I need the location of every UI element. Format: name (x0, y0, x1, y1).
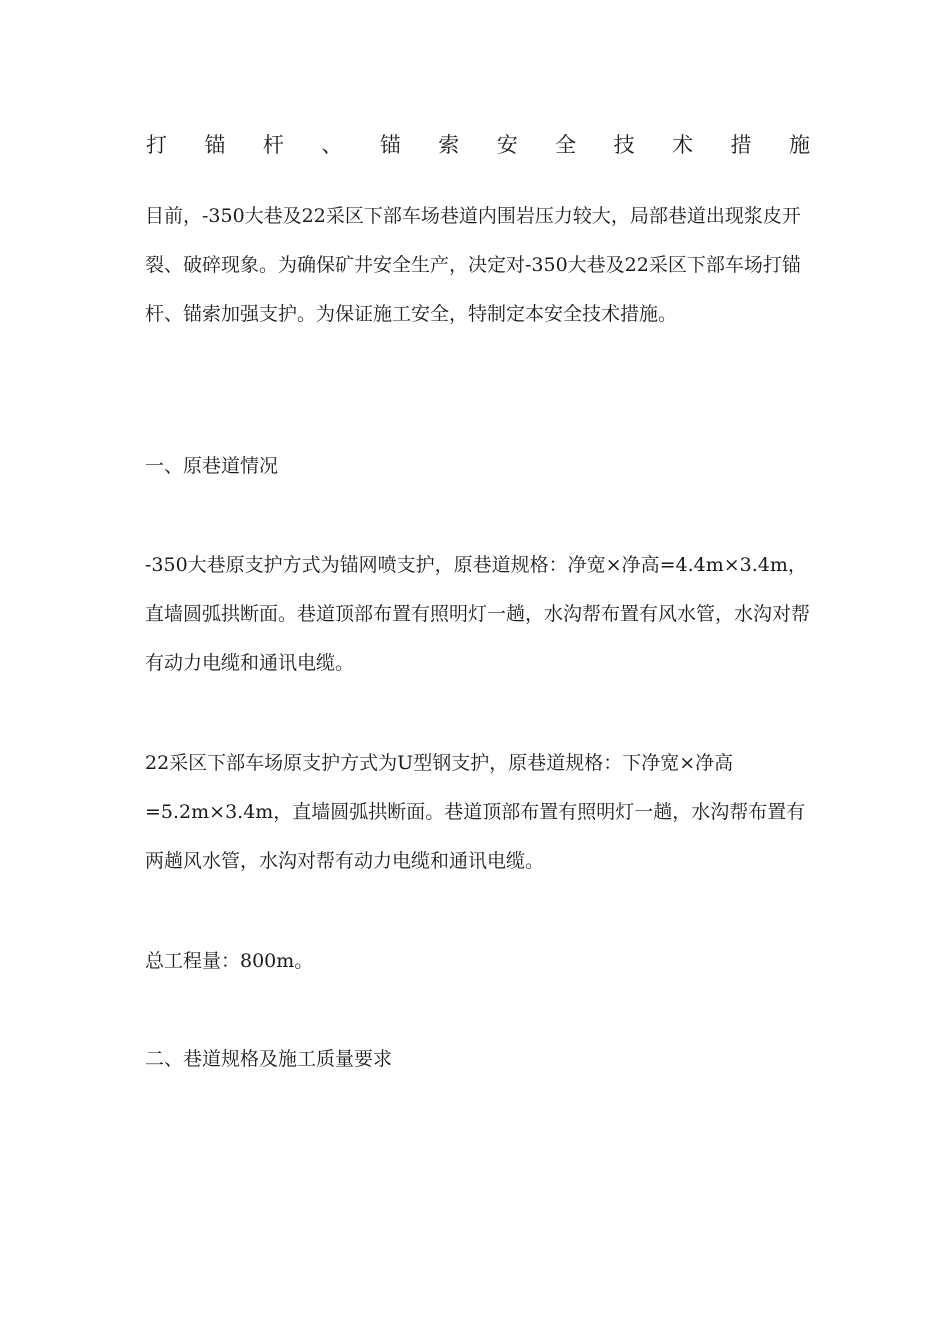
section-heading-roadway-specs: 二、巷道规格及施工质量要求 (145, 1048, 393, 1070)
title-char: 全 (555, 133, 577, 157)
title-char: 安 (496, 133, 518, 157)
intro-paragraph: 目前，-350大巷及22采区下部车场巷道内围岩压力较大，局部巷道出现浆皮开裂、破碎现象。为确保矿井安全生产，决定对-350大巷及22采区下部车场打锚杆、锚索加强支护。为保证施工安全，特制定本安全技术措施。 (145, 205, 801, 325)
title-char: 锚 (379, 133, 401, 157)
title-char: 措 (730, 133, 752, 157)
section-heading-original-roadway: 一、原巷道情况 (145, 455, 279, 477)
total-work-quantity: 总工程量：800m。 (145, 950, 314, 972)
title-char: 索 (438, 133, 460, 157)
title-char: 锚 (204, 133, 226, 157)
paragraph-22-district-yard: 22采区下部车场原支护方式为U型钢支护，原巷道规格：下净宽×净高=5.2m×3.4m，直墙圆弧拱断面。巷道顶部布置有照明灯一趟，水沟帮布置有两趟风水管，水沟对帮有动力电缆和通讯电缆。 (145, 752, 806, 872)
title-char: 技 (613, 133, 635, 157)
title-char: 杆 (262, 133, 284, 157)
title-char: 打 (146, 133, 167, 157)
title-char: 施 (788, 133, 810, 157)
title-char: 术 (672, 133, 694, 157)
paragraph-350-roadway: -350大巷原支护方式为锚网喷支护，原巷道规格：净宽×净高=4.4m×3.4m，直墙圆弧拱断面。巷道顶部布置有照明灯一趟，水沟帮布置有风水管，水沟对帮有动力电缆和通讯电缆。 (145, 554, 811, 674)
title-char: 、 (321, 133, 343, 157)
document-title (146, 128, 810, 162)
